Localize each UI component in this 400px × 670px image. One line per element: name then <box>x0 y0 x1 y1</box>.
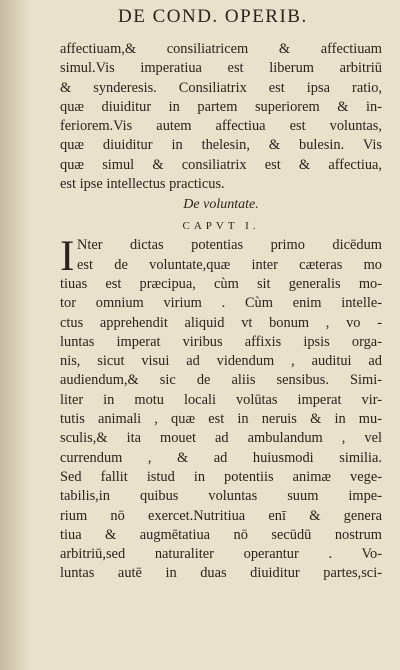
text-line: nis, sicut visui ad videndum , auditui ad <box>60 353 382 370</box>
text-line: Nter dictas potentias primo dicēdum <box>77 237 382 254</box>
text-line: tabilis,in quibus voluntas suum impe- <box>60 488 382 505</box>
text-line: tutis animali , quæ est in neruis & in mu- <box>60 411 382 428</box>
paragraph-1 <box>60 40 382 194</box>
text-line: currendum , & ad huiusmodi similia. <box>60 449 382 466</box>
text-line: est ipse intellectus practicus. <box>60 176 225 193</box>
text-line: audiendum,& sic de aliis sensibus. Simi- <box>60 372 382 389</box>
text-line: quæ diuiditur in partem superiorem & in- <box>60 98 382 115</box>
text-block <box>60 40 382 584</box>
text-line: liter in motu locali volūtas imperat vir- <box>60 391 382 408</box>
text-line: tiuas est præcipua, cùm sit generalis mo- <box>60 275 382 292</box>
text-line: quæ diuiditur in thelesin, & bulesin. Vis <box>60 137 382 154</box>
paragraph-2 <box>60 233 382 583</box>
text-line: luntas autē in duas diuiditur partes,sci- <box>60 565 382 582</box>
text-line: & synderesis. Consiliatrix est ipsa ratio, <box>60 79 382 96</box>
text-line: rium nō exercet.Nutritiua enī & genera <box>60 507 382 524</box>
text-line: quæ simul & consiliatrix est & affectiua, <box>60 156 382 173</box>
drop-cap: I <box>60 233 75 281</box>
text-line: ctus apprehendit aliquid vt bonum , vo - <box>60 314 382 331</box>
text-line: affectiuam,& consiliatricem & affectiuam <box>60 41 382 57</box>
text-line: luntas imperat viribus affixis ipsis orga- <box>60 333 382 350</box>
chapter-heading: CAPVT I. <box>182 220 260 233</box>
text-line: tiua & augmētatiua nō secūdū nostrum <box>60 526 382 543</box>
text-line: tor omnium virium . Cùm enim intelle- <box>60 295 382 312</box>
text-line: arbitriū,sed naturaliter operantur . Vo- <box>60 546 382 563</box>
text-line: feriorem.Vis autem affectiua est voluntas, <box>60 118 382 135</box>
text-line: est de voluntate,quæ inter cæteras mo <box>77 256 382 273</box>
text-line: simul.Vis imperatiua est liberum arbitriū <box>60 60 382 77</box>
running-head: DE COND. OPERIB. <box>118 6 308 27</box>
text-line: Sed fallit istud in potentiis animæ vege- <box>60 468 382 485</box>
section-subtitle: De voluntate. <box>183 197 259 213</box>
text-line: sculis,& ita mouet ad ambulandum , vel <box>60 430 382 447</box>
